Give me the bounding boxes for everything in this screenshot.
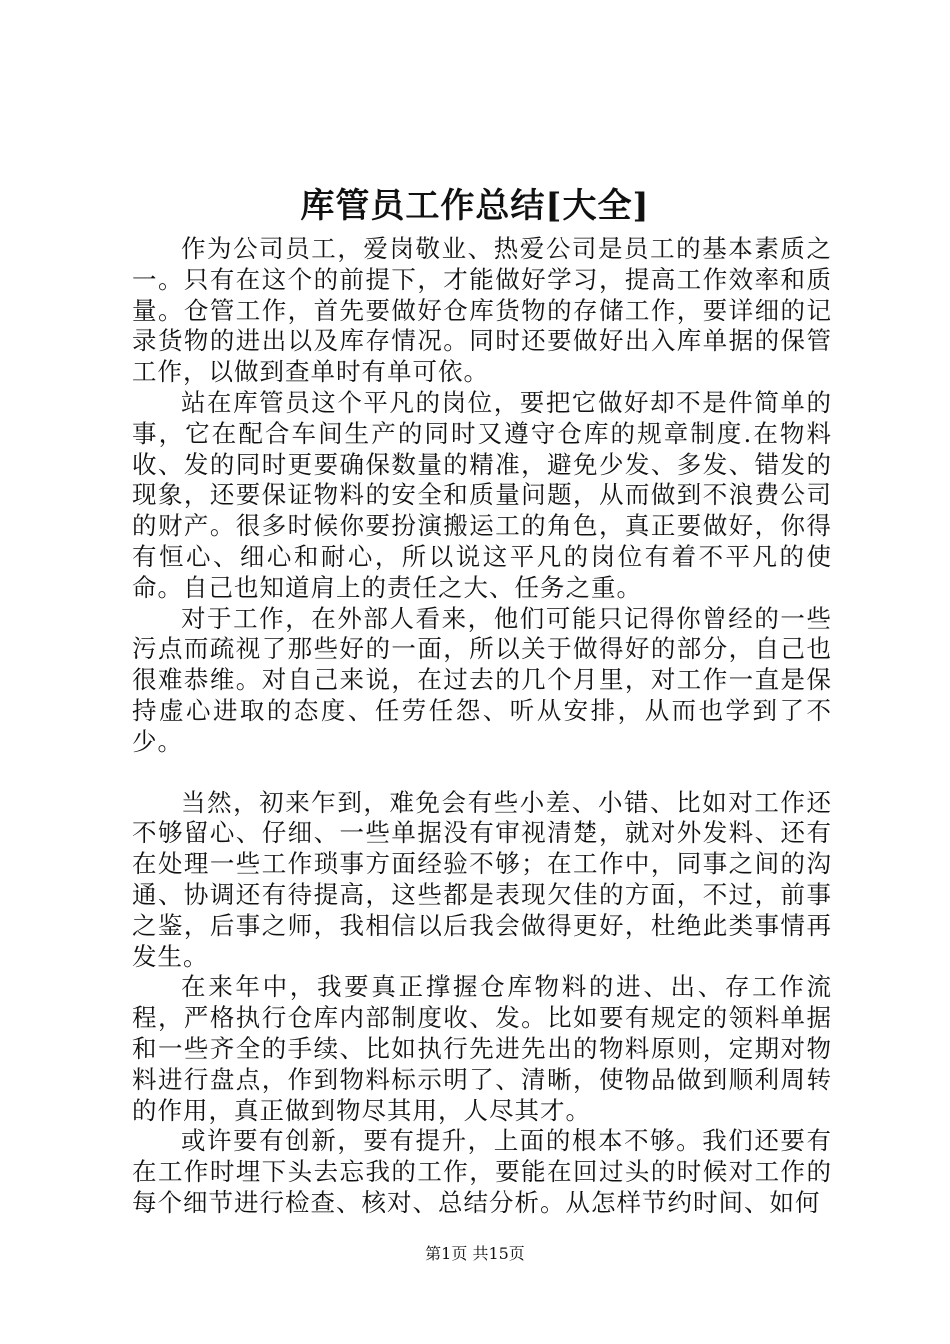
page-footer: 第1页 共15页 [425, 1244, 525, 1263]
paragraph-5: 在来年中，我要真正撑握仓库物料的进、出、存工作流程，严格执行仓库内部制度收、发。比如要有规定的领料单据和一些齐全的手续、比如执行先进先出的物料原则，定期对物料进行盘点，作到物料标示明了、清晰，使物品做到顺利周转的作用，真正做到物尽其用，人尽其才。 [132, 972, 832, 1125]
document-title: 库管员工作总结[大全] [300, 186, 650, 226]
paragraph-2: 站在库管员这个平凡的岗位，要把它做好却不是件简单的事，它在配合车间生产的同时又遵守仓库的规章制度.在物料收、发的同时更要确保数量的精准，避免少发、多发、错发的现象，还要保证物料的安全和质量问题，从而做到不浪费公司的财产。很多时候你要扮演搬运工的角色，真正要做好，你得有恒心、细心和耐心，所以说这平凡的岗位有着不平凡的使命。自己也知道肩上的责任之大、任务之重。 [132, 387, 832, 602]
paragraph-3: 对于工作，在外部人看来，他们可能只记得你曾经的一些污点而疏视了那些好的一面，所以关于做得好的部分，自己也很难恭维。对自己来说，在过去的几个月里，对工作一直是保持虚心进取的态度、任劳任怨、听从安排，从而也学到了不少。 [132, 603, 832, 756]
document-body [132, 234, 832, 1219]
paragraph-1: 作为公司员工，爱岗敬业、热爱公司是员工的基本素质之一。只有在这个的前提下，才能做好学习，提高工作效率和质量。仓管工作，首先要做好仓库货物的存储工作，要详细的记录货物的进出以及库存情况。同时还要做好出入库单据的保管工作，以做到查单时有单可依。 [132, 234, 832, 387]
paragraph-6: 或许要有创新，要有提升，上面的根本不够。我们还要有在工作时埋下头去忘我的工作，要能在回过头的时候对工作的每个细节进行检查、核对、总结分析。从怎样节约时间、如何 [132, 1126, 832, 1217]
paragraph-4: 当然，初来乍到，难免会有些小差、小错、比如对工作还不够留心、仔细、一些单据没有审视清楚，就对外发料、还有在处理一些工作琐事方面经验不够；在工作中，同事之间的沟通、协调还有待提高，这些都是表现欠佳的方面，不过，前事之鉴，后事之师，我相信以后我会做得更好，杜绝此类事情再发生。 [132, 787, 832, 971]
